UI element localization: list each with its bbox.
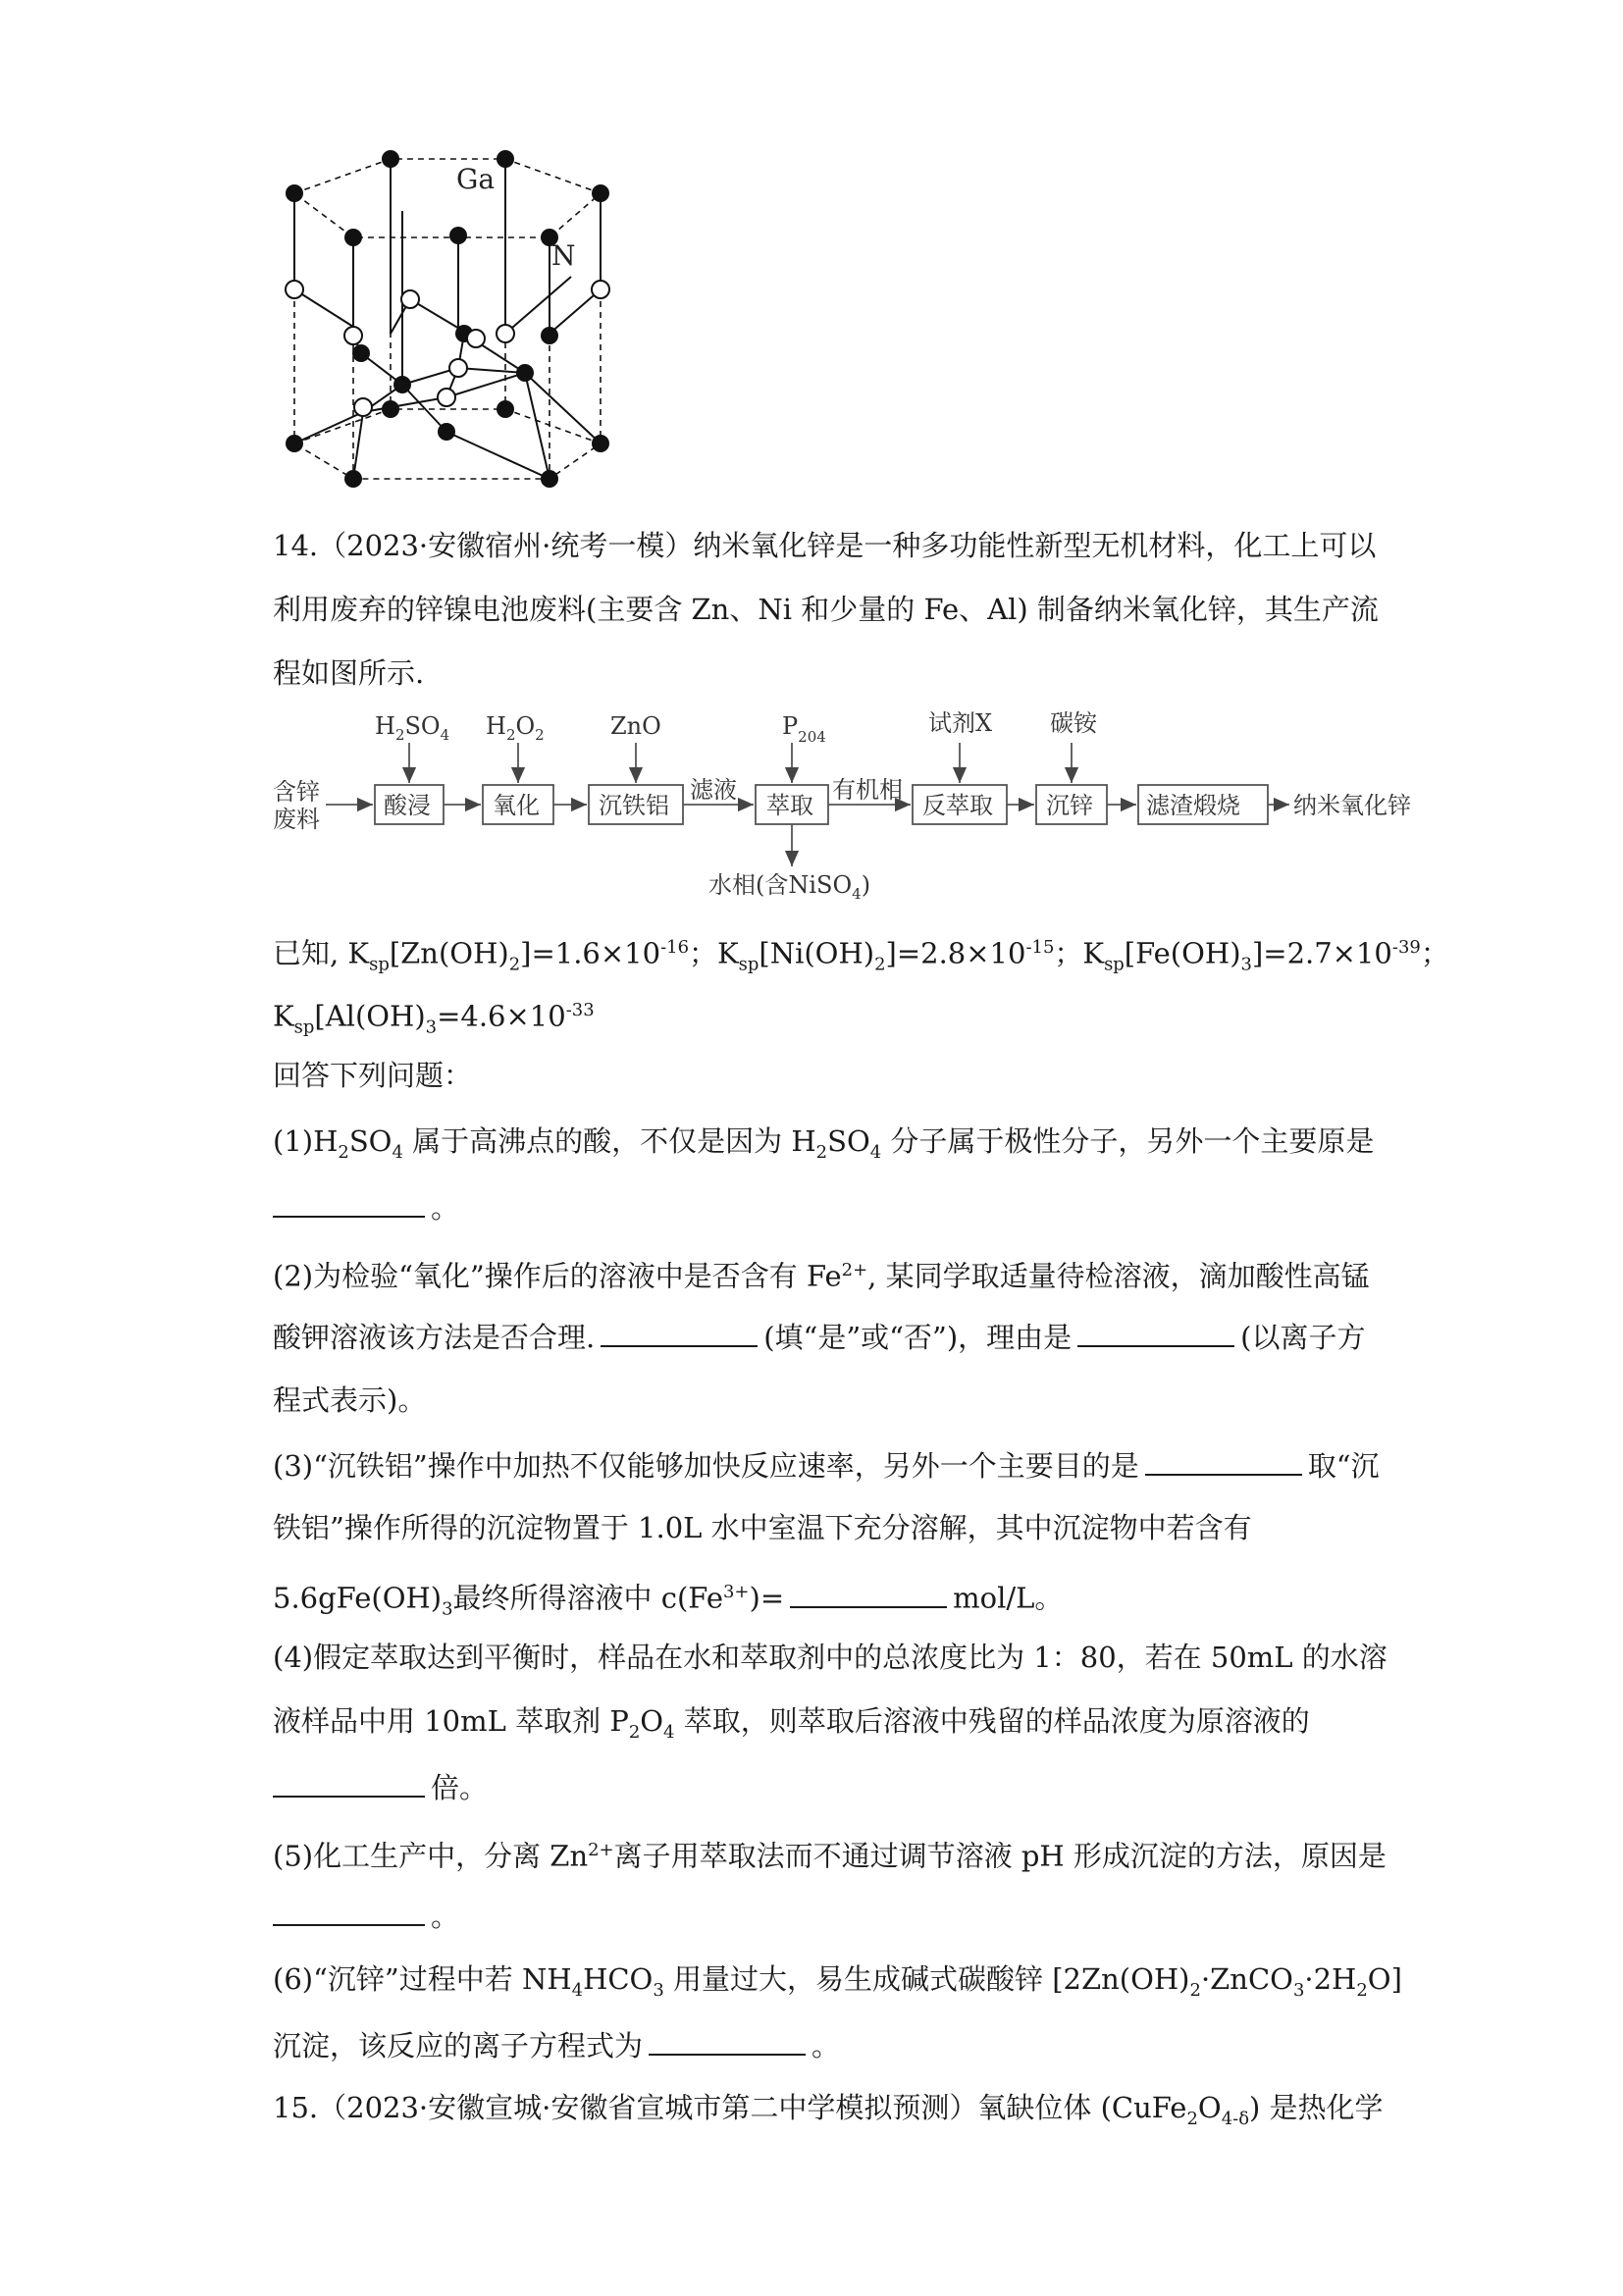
q14-line3: 程如图所示. bbox=[273, 656, 425, 690]
ga-label: Ga bbox=[456, 163, 496, 195]
reagent-ammonium-bicarbonate: 碳铵 bbox=[1050, 709, 1097, 737]
flow-water-phase: 水相(含NiSO$_4$) bbox=[708, 871, 871, 903]
flow-step-4: 萃取 bbox=[766, 792, 813, 819]
q14-line1: 14.（2023·安徽宿州·统考一模）纳米氧化锌是一种多功能性新型无机材料，化工上可以 bbox=[273, 529, 1377, 562]
flow-product-label: 纳米氧化锌 bbox=[1293, 792, 1411, 819]
known-ksp-line2: $K_{sp}[Al(OH)_3=4.6\times 10^{-33}$ bbox=[273, 999, 595, 1038]
q2-line1: (2)为检验“氧化”操作后的溶液中是否含有 $Fe^{2+}$, 某同学取适量待检溶液，滴加酸性高锰 bbox=[273, 1259, 1370, 1293]
q14-line2: 利用废弃的锌镍电池废料(主要含 Zn、Ni 和少量的 Fe、Al) 制备纳米氧化锌，其生产流 bbox=[273, 593, 1379, 626]
q6-line2: 沉淀，该反应的离子方程式为 。 bbox=[273, 2024, 840, 2065]
flow-input-line2: 废料 bbox=[273, 806, 320, 833]
q2-yes-no-blank[interactable] bbox=[601, 1316, 758, 1347]
q1-line2: 。 bbox=[273, 1186, 459, 1227]
q1-answer-blank[interactable] bbox=[273, 1186, 425, 1218]
q4-line1: (4)假定萃取达到平衡时，样品在水和萃取剂中的总浓度比为 1：80，若在 50mL 的水溶 bbox=[273, 1641, 1387, 1674]
flow-filtrate-label: 滤液 bbox=[690, 776, 737, 804]
reagent-h2so4: $H_2SO_4$ bbox=[375, 712, 450, 744]
q2-line3: 程式表示)。 bbox=[273, 1383, 427, 1417]
answer-prompt: 回答下列问题： bbox=[273, 1059, 473, 1092]
flow-organic-label: 有机相 bbox=[832, 776, 903, 804]
q4-ratio-blank[interactable] bbox=[273, 1766, 425, 1798]
q6-line1: (6)“沉锌”过程中若 $NH_4HCO_3$ 用量过大，易生成碱式碳酸锌 $[2Zn(OH)_2\cdot ZnCO_3\cdot 2H_2O]$ bbox=[273, 1962, 1402, 2001]
flow-step-7: 滤渣煅烧 bbox=[1146, 792, 1240, 819]
q5-line2: 。 bbox=[273, 1895, 459, 1936]
q6-equation-blank[interactable] bbox=[649, 2024, 806, 2056]
known-ksp-line1: 已知, $K_{sp}[Zn(OH)_2]=1.6\times 10^{-16}$；$K_{sp}[Ni(OH)_2]=2.8\times 10^{-15}$；$K_{sp}[Fe(OH)_3]=2.7\times 10^{-39}$； bbox=[273, 936, 1449, 975]
flow-step-2: 氧化 bbox=[493, 792, 540, 819]
flow-step-1: 酸浸 bbox=[384, 792, 431, 819]
flow-step-5: 反萃取 bbox=[922, 792, 993, 819]
q3-line2: 铁铝”操作所得的沉淀物置于 1.0L 水中室温下充分溶解，其中沉淀物中若含有 bbox=[273, 1511, 1252, 1544]
flow-step-6: 沉锌 bbox=[1046, 792, 1093, 819]
q2-reason-blank[interactable] bbox=[1077, 1316, 1234, 1347]
flow-step-3: 沉铁铝 bbox=[599, 792, 669, 819]
q1-line1: $(1)H_2SO_4$ 属于高沸点的酸，不仅是因为 $H_2SO_4$ 分子属于极性分子，另外一个主要原是 bbox=[273, 1124, 1375, 1163]
reagent-p204: $P_{204}$ bbox=[782, 712, 826, 746]
q15-line1: 15.（2023·安徽宣城·安徽省宣城市第二中学模拟预测）氧缺位体 $(CuFe_2O_{4-\delta})$ 是热化学 bbox=[273, 2091, 1384, 2129]
flow-input-line1: 含锌 bbox=[273, 778, 320, 806]
q3-line3: $5.6gFe(OH)_3$最终所得溶液中 $c(Fe^{3+})= mol/L$。 bbox=[273, 1573, 1063, 1629]
q3-purpose-blank[interactable] bbox=[1145, 1444, 1302, 1476]
reagent-x: 试剂X bbox=[928, 709, 993, 737]
q3-line1: (3)“沉铁铝”操作中加热不仅能够加快反应速率，另外一个主要目的是 取“沉 bbox=[273, 1444, 1380, 1486]
q3-concentration-blank[interactable] bbox=[790, 1577, 947, 1608]
n-label: N bbox=[551, 239, 576, 272]
reagent-h2o2: $H_2O_2$ bbox=[486, 712, 545, 744]
crystal-structure-figure bbox=[265, 128, 638, 500]
reagent-zno: ZnO bbox=[610, 712, 661, 740]
q4-line2: 液样品中用 10mL 萃取剂 $P_2O_4$ 萃取，则萃取后溶液中残留的样品浓度为原溶液的 bbox=[273, 1704, 1310, 1743]
q4-line3: 倍。 bbox=[273, 1766, 488, 1807]
process-flow-chart bbox=[265, 702, 1423, 913]
q5-reason-blank[interactable] bbox=[273, 1895, 425, 1926]
q5-line1: (5)化工生产中，分离 $Zn^{2+}$离子用萃取法而不通过调节溶液 pH 形成沉淀的方法，原因是 bbox=[273, 1839, 1387, 1873]
q2-line2: 酸钾溶液该方法是否合理. (填“是”或“否”)，理由是 (以离子方 bbox=[273, 1316, 1365, 1357]
